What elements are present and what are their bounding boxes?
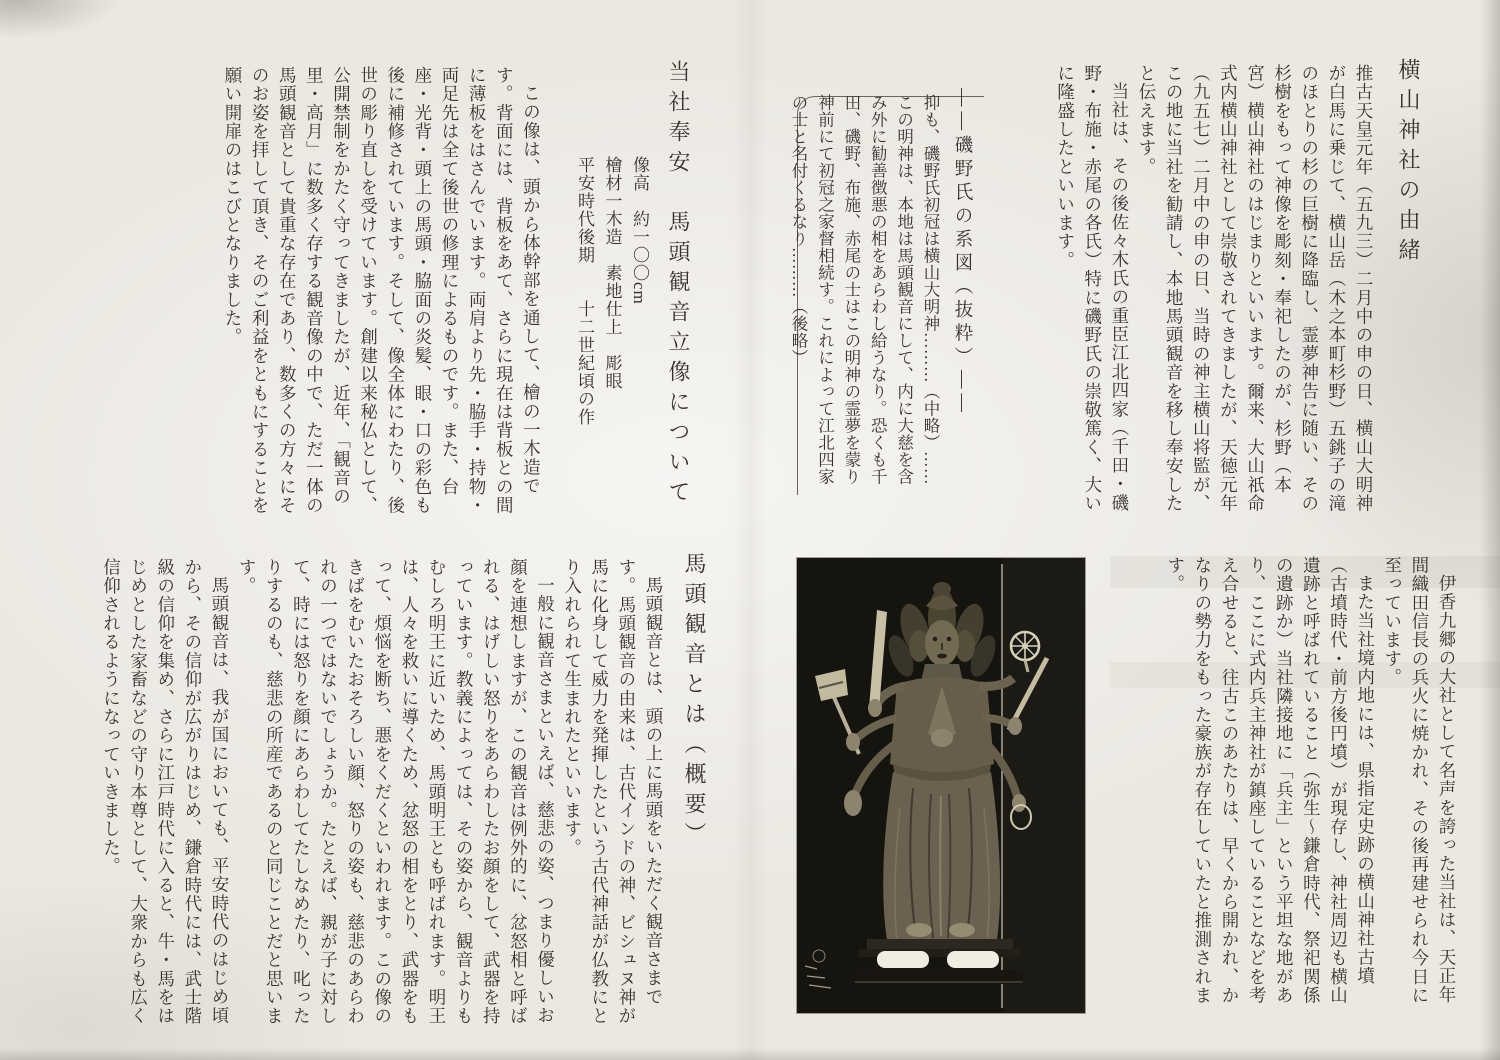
paragraph: また当社境内地には、県指定史跡の横山神社古墳（古墳時代・前方後円墳）が現存し、神社周辺も横山遺跡と呼ばれていること（弥生～鎌倉時代、祭祀関係の遺跡か）当社隣接地に「兵主」という平坦な地があり、ここに式内兵主神社が鎮座していることなどを考え合せると、往古このあたりは、早くから開かれ、かなりの勢力をもった豪族が存在していたと推測されます。 [1165, 556, 1376, 1005]
statue-photo [797, 558, 1085, 1013]
section-title-rituzo: 当社奉安 馬頭観音立像について [666, 60, 691, 510]
bato-kannon-statue-image [797, 558, 1085, 1013]
section-shrine-history [1052, 58, 1425, 520]
paragraph: 伊香九郷の大社として名声を誇った当社は、天正年間織田信長の兵火に焼かれ、その後再建せられ今日に至っています。 [1382, 556, 1457, 1005]
genealogy-heading: ――磯野氏の系図（抜粋）―― [952, 88, 972, 417]
paragraph: 当社は、その後佐々木氏の重臣江北四家（千田・磯野・布施・赤尾の各氏）特に磯野氏の崇敬篤く、大いに隆盛したといいます。 [1055, 64, 1130, 513]
paragraph: 抑も、磯野氏初冠は横山大明神………（中略）……この明神は、本地は馬頭観音にして、内に大慈を含み外に勧善徴悪の相をあらわし給うなり。恐くも千田、磯野、布施、赤尾の士はこの明神の霊夢を蒙り神前にて初冠之家督相続す。これによって江北四家の士と名付くるなり………（後略） [789, 94, 940, 485]
spec-height: 像高 約一〇〇cm [630, 156, 649, 305]
section-history-continued [1162, 550, 1460, 1016]
history-continued-body [1162, 550, 1460, 1016]
section-title-yuisho: 横山神社の由緒 [1396, 58, 1421, 268]
yuisho-body [1052, 58, 1378, 520]
statue-specs [570, 60, 653, 528]
scan-edge-shadow-right [1480, 0, 1500, 1060]
paragraph: この像は、頭から体幹部を通して、檜の一木造です。背面には、背板をあて、さらに現在は背板との間に薄板をはさんでいます。両肩より先・脇手・持物・両足先は全て後世の修理によるものです。また、台座・光背・頭上の馬頭・脇面の炎髪、眼・口の彩色も後に補修されています。そして、像全体にわたり、後世の彫り直しを受けています。創建以来秘仏として、公開禁制をかたく守ってきましたが、近年、「観音の里・高月」に数多く存する観音像の中で、ただ一体の馬頭観音として貴重な存在であり、数多くの方々にそのお姿を拝して頂き、そのご利益をともにすることを願い開扉のはこびとなりました。 [223, 66, 542, 515]
section-title-bato: 馬頭観音とは（概要） [682, 552, 707, 852]
section-statue-description [219, 60, 694, 528]
rituzo-body [219, 60, 545, 528]
bato-body [97, 552, 667, 1028]
paragraph: 馬頭観音は、我が国においても、平安時代のはじめ頃から、その信仰が広がりはじめ、鎌倉時代には、武士階級の信仰を集め、さらに江戸時代に入ると、牛・馬をはじめとした家畜などの守り本尊として、大衆からも広く信仰されるようになっていきました。 [101, 558, 230, 1026]
paragraph: 馬頭観音とは、頭の上に馬頭をいただく観音さまです。馬頭観音の由来は、古代インドの神、ビシュヌ神が馬に化身して威力を発揮したという古代神話が仏教にとり入れられて生まれたといいます。 [562, 558, 664, 1026]
genealogy-quote [785, 88, 943, 490]
section-isono-genealogy [785, 88, 985, 490]
spec-period: 平安時代後期 十二世紀頃の作 [574, 156, 594, 426]
section-bato-kannon-overview [97, 552, 710, 1028]
page-gutter-shade [733, 0, 767, 1060]
spec-material: 檜材一木造 素地仕上 彫眼 [602, 156, 622, 390]
paragraph: 一般に観音さまといえば、慈悲の姿、つまり優しいお顔を連想しますが、この観音は例外的に、忿怒相と呼ばれる、はげしい怒りをあらわしたお顔をして、武器を持っています。教義によっては、その姿から、観音よりもむしろ明王に近いため、馬頭明王とも呼ばれます。明王は、人々を救いに導くため、忿怒の相をとり、武器をもって、煩悩を断ち、悪をくだくといわれます。この像のきばをむいたおそろしい顔、怒りの姿も、慈悲のあらわれの一つではないでしょうか。たとえば、親が子に対して、時には怒りを顔にあらわしてたしなめたり、叱ったりするのも、慈悲の所産であるのと同じことだと思います。 [237, 558, 556, 1026]
paragraph: 推古天皇元年（五九三）二月中の申の日、横山大明神が白馬に乗じて、横山岳（木之本町杉野）五銚子の滝のほとりの杉の巨樹に降臨し、霊夢神告に随い、その杉樹をもって神像を彫刻・奉祀したのが、杉野（本宮）横山神社のはじまりといいます。爾来、大山祇命式内横山神社として崇敬されてきましたが、天徳元年（九五七）二月中の申の日、当時の神主横山将監が、この地に当社を勧請し、本地馬頭観音を移し奉安したと伝えます。 [1137, 64, 1374, 513]
